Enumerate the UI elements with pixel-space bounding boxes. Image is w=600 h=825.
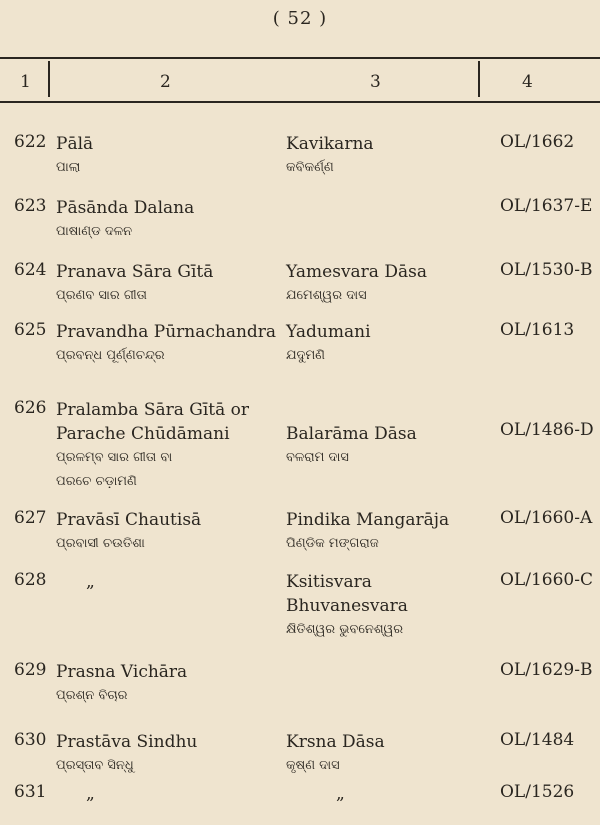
odia-text: ପ୍ରସ୍ତାବ ସିନ୍ଧୁ [56,758,134,773]
text-line: „ [86,784,95,804]
entry-number: 629 [14,660,47,680]
entry-author [286,730,385,778]
text-line: Yamesvara Dāsa [286,262,427,282]
entry-title [56,730,197,778]
text-line: Pravandha Pūrnachandra [56,322,277,342]
text-line: Prasna Vichāra [56,662,188,682]
text-line: Pāsānda Dalana [56,198,195,218]
text-line: Pranava Sāra Gītā [56,262,214,282]
text-line: Balarāma Dāsa [286,424,417,444]
text-line: Bhuvanesvara [286,596,408,616]
entry-title [56,196,194,244]
entry-reference: OL/1660-A [500,508,593,528]
entry-author [286,320,371,368]
text-line: „ [336,784,345,804]
text-line: „ [86,572,95,592]
entry-number: 624 [14,260,47,280]
text-line: Yadumani [286,322,371,342]
page-number: ( 52 ) [272,8,328,29]
odia-text: ପ୍ରବାସୀ ଚଉତିଶା [56,536,145,551]
column-header-3: 3 [370,72,381,92]
entry-title [56,260,213,308]
entry-number: 631 [14,782,47,802]
column-divider [478,61,480,97]
entry-number: 625 [14,320,47,340]
entry-reference: OL/1530-B [500,260,593,280]
entry-author [336,782,345,806]
column-header-1: 1 [20,72,31,92]
entry-reference: OL/1484 [500,730,575,750]
entry-title [56,660,187,708]
entry-number: 627 [14,508,47,528]
entry-author [286,132,374,180]
entry-reference: OL/1660-C [500,570,593,590]
odia-text: ପ୍ରବନ୍ଧ ପୂର୍ଣ୍ଣଚନ୍ଦ୍ର [56,348,165,363]
entry-title [56,132,93,180]
entry-title [56,398,249,494]
entry-reference: OL/1613 [500,320,575,340]
entry-author [286,508,449,556]
entry-number: 623 [14,196,47,216]
entry-title [56,320,276,368]
text-line: Kavikarna [286,134,374,154]
odia-text: କବିକର୍ଣ୍ଣ [286,160,334,175]
column-divider [48,61,50,97]
entry-reference: OL/1526 [500,782,575,802]
column-header-4: 4 [522,72,533,92]
text-line: Ksitisvara [286,572,372,592]
text-line: Pindika Mangarāja [286,510,450,530]
text-line: Pālā [56,134,94,154]
odia-text: ପିଣ୍ଡିକ ମଙ୍ଗରାଜ [286,536,379,551]
entry-number: 628 [14,570,47,590]
entry-title [86,782,95,806]
odia-text: ପ୍ରଶ୍ନ ବିଚାର [56,688,128,703]
entry-reference: OL/1662 [500,132,575,152]
odia-text: କ୍ଷିତିଶ୍ୱର ଭୁବନେଶ୍ୱର [286,622,404,637]
entry-number: 626 [14,398,47,418]
text-line: Pravāsī Chautisā [56,510,202,530]
entry-author [286,422,417,470]
odia-text: ଯଦୁମଣି [286,348,326,363]
text-line: Parache Chūdāmani [56,424,230,444]
odia-text: ପାଲା [56,160,81,175]
entry-reference: OL/1637-E [500,196,593,216]
entry-title [56,508,201,556]
odia-text: ବଳରାମ ଦାସ [286,450,349,465]
text-line: Prastāva Sindhu [56,732,198,752]
entry-reference: OL/1629-B [500,660,593,680]
odia-text: ପ୍ରଳମ୍ବ ସାର ଗୀତା ବା [56,450,173,465]
entry-number: 622 [14,132,47,152]
entry-reference: OL/1486-D [500,420,594,440]
header-bottom-rule [0,101,600,103]
text-line: Krsna Dāsa [286,732,385,752]
column-header-2: 2 [160,72,171,92]
entry-number: 630 [14,730,47,750]
odia-text: ଯମେଶ୍ୱର ଦାସ [286,288,367,303]
text-line: Pralamba Sāra Gītā or [56,400,250,420]
entry-title [86,570,95,594]
odia-text: ପ୍ରଣବ ସାର ଗୀତା [56,288,147,303]
entry-author [286,260,427,308]
odia-text: ପରଚେ ଚଡ଼ାମଣି [56,474,137,489]
entry-author [286,570,408,642]
header-top-rule [0,57,600,59]
odia-text: ପାଷାଣ୍ଡ ଦଳନ [56,224,133,239]
odia-text: କୃଷ୍ଣ ଦାସ [286,758,340,773]
